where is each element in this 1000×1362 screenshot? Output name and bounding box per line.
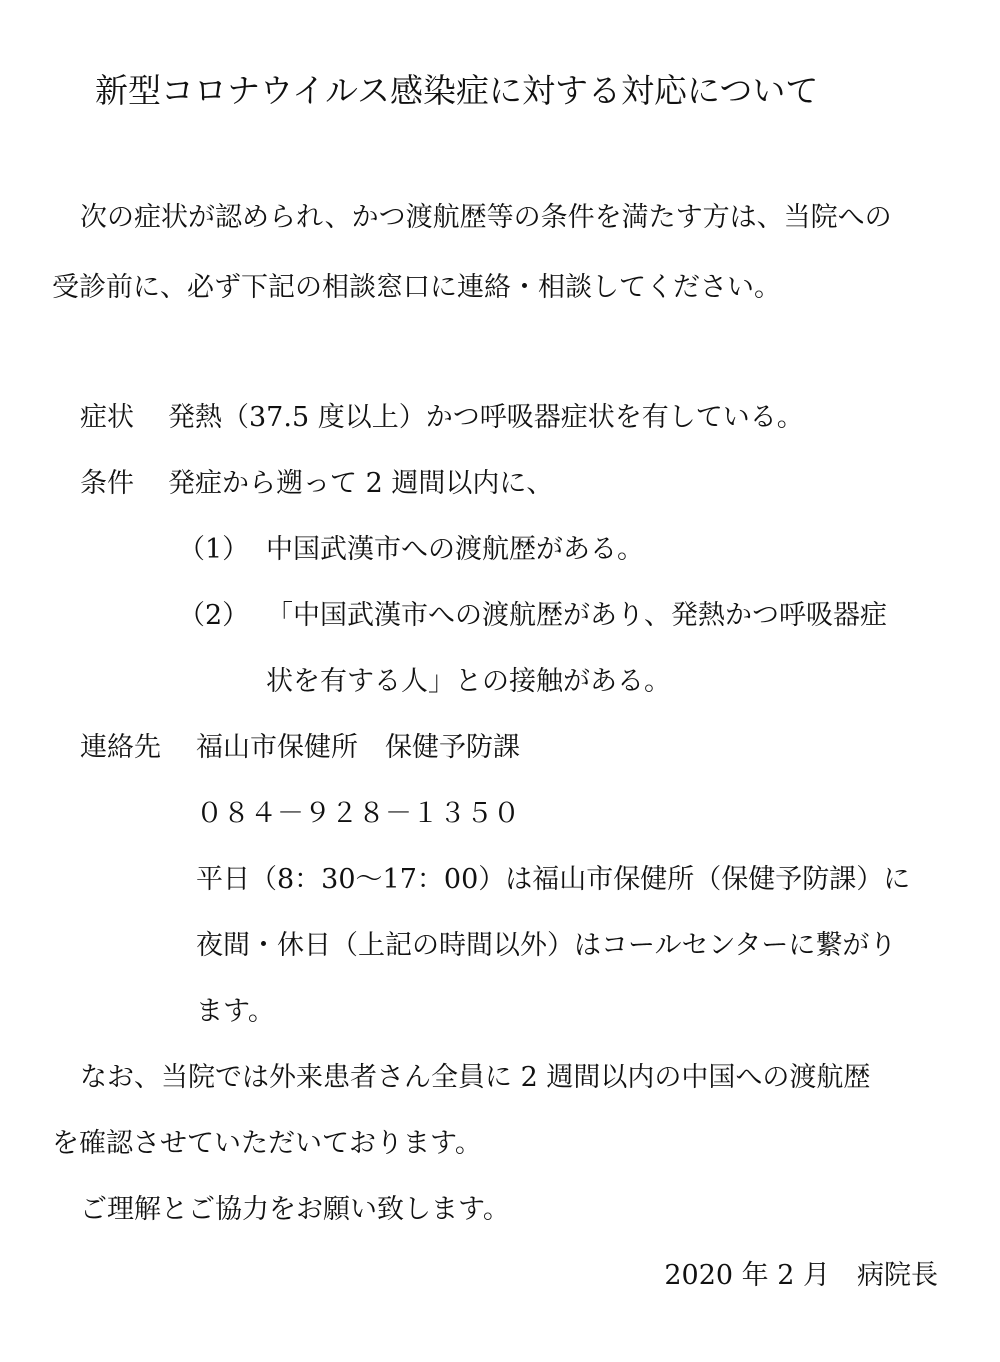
contact-hours-line-1: 平日（8：30～17：00）は福山市保健所（保健予防課）に — [196, 864, 911, 895]
intro-line-1: 次の症状が認められ、かつ渡航歴等の条件を満たす方は、当院への — [80, 202, 892, 233]
contact-office: 福山市保健所 保健予防課 — [196, 732, 520, 763]
condition-item-2-text: 「中国武漢市への渡航歴があり、発熱かつ呼吸器症 — [266, 600, 887, 631]
contact-phone: ０８４－９２８－１３５０ — [196, 798, 520, 829]
note-line-1: なお、当院では外来患者さん全員に 2 週間以内の中国への渡航歴 — [80, 1062, 871, 1093]
condition-item-2-continuation: 状を有する人」との接触がある。 — [266, 666, 671, 697]
contact-hours-line-3: ます。 — [196, 996, 275, 1027]
condition-text: 発症から遡って 2 週間以内に、 — [168, 468, 554, 499]
closing-text: ご理解とご協力をお願い致します。 — [80, 1194, 510, 1225]
contact-label: 連絡先 — [80, 732, 161, 763]
signature: 2020 年 2 月 病院長 — [664, 1260, 938, 1291]
symptom-text: 発熱（37.5 度以上）かつ呼吸器症状を有している。 — [168, 402, 804, 433]
condition-item-2-number: （2） — [178, 600, 250, 631]
intro-line-2: 受診前に、必ず下記の相談窓口に連絡・相談してください。 — [52, 272, 781, 303]
symptom-label: 症状 — [80, 402, 134, 433]
condition-item-1-text: 中国武漢市への渡航歴がある。 — [266, 534, 644, 565]
note-line-2: を確認させていただいております。 — [52, 1128, 482, 1159]
contact-hours-line-2: 夜間・休日（上記の時間以外）はコールセンターに繋がり — [196, 930, 897, 961]
condition-label: 条件 — [80, 468, 134, 499]
page-title: 新型コロナウイルス感染症に対する対応について — [95, 71, 819, 110]
condition-item-1-number: （1） — [178, 534, 250, 565]
